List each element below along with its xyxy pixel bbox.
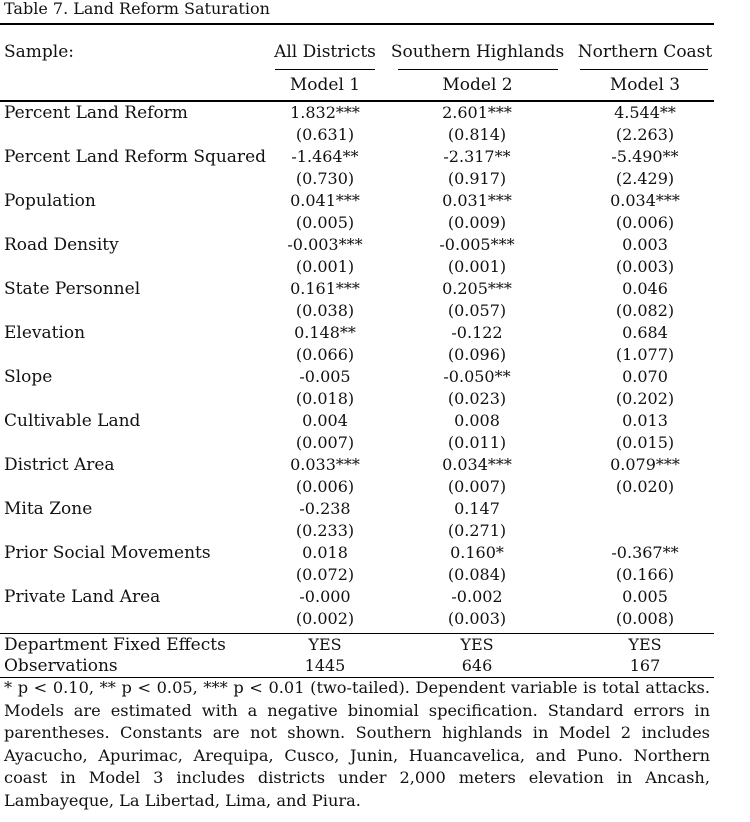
coefficient-cell: 0.033*** [290,455,360,474]
footer-value-cell: YES [460,635,494,654]
row-label: Cultivable Land [4,411,141,431]
row-label: Population [4,191,96,211]
footer-value-cell: 1445 [304,656,346,675]
coefficient-cell: -0.000 [299,587,351,606]
footer-value-cell: YES [628,635,662,654]
std-error-cell: (0.003) [447,609,507,628]
coefficient-cell: 0.034*** [610,191,680,210]
coefficient-cell: 0.034*** [442,455,512,474]
coefficient-cell: -0.005*** [439,235,515,254]
coefficient-cell: 4.544** [614,103,676,122]
coefficient-cell: -0.238 [299,499,351,518]
coefficient-cell: -1.464** [291,147,359,166]
row-label: Slope [4,367,53,387]
coefficient-cell: 0.005 [622,587,668,606]
std-error-cell: (0.271) [447,521,507,540]
row-label: Percent Land Reform [4,103,188,123]
coefficient-cell: 0.070 [622,367,668,386]
coefficient-cell: 0.160* [450,543,504,562]
std-error-cell: (0.631) [295,125,355,144]
std-error-cell: (0.084) [447,565,507,584]
std-error-cell: (0.020) [615,477,675,496]
coefficient-cell: -0.367** [611,543,679,562]
std-error-cell: (0.917) [447,169,507,188]
footer-row-label: Department Fixed Effects [4,635,226,655]
coefficient-cell: 0.205*** [442,279,512,298]
footer-value-cell: YES [308,635,342,654]
model-label-3: Model 3 [609,75,681,95]
coefficient-cell: 1.832*** [290,103,360,122]
std-error-cell: (0.018) [295,389,355,408]
coefficient-cell: 0.041*** [290,191,360,210]
std-error-cell: (0.011) [447,433,507,452]
coefficient-cell: -0.050** [443,367,511,386]
coefficient-cell: 0.013 [622,411,668,430]
footer-row-label: Observations [4,656,118,676]
row-label: Road Density [4,235,119,255]
coefficient-cell: 0.684 [622,323,668,342]
std-error-cell: (0.072) [295,565,355,584]
std-error-cell: (0.005) [295,213,355,232]
coefficient-cell: -5.490** [611,147,679,166]
coefficient-cell: 0.003 [622,235,668,254]
std-error-cell: (0.082) [615,301,675,320]
std-error-cell: (0.066) [295,345,355,364]
coefficient-cell: 0.079*** [610,455,680,474]
coefficient-cell: -0.005 [299,367,351,386]
std-error-cell: (0.202) [615,389,675,408]
coefficient-cell: 0.148** [294,323,356,342]
column-underline-2 [398,69,558,70]
row-label: Mita Zone [4,499,93,519]
row-label: District Area [4,455,115,475]
column-header-southern-highlands: Southern Highlands [390,42,565,62]
coefficient-cell: -0.122 [451,323,503,342]
coefficient-cell: 0.018 [302,543,348,562]
std-error-cell: (0.166) [615,565,675,584]
std-error-cell: (0.038) [295,301,355,320]
row-label: Percent Land Reform Squared [4,147,267,167]
model-label-1: Model 1 [289,75,361,95]
std-error-cell: (2.429) [615,169,675,188]
footer-value-cell: 646 [461,656,493,675]
std-error-cell: (0.006) [295,477,355,496]
std-error-cell: (0.001) [447,257,507,276]
std-error-cell: (1.077) [615,345,675,364]
coefficient-cell: 0.161*** [290,279,360,298]
row-label: Prior Social Movements [4,543,211,563]
std-error-cell: (0.006) [615,213,675,232]
std-error-cell: (0.001) [295,257,355,276]
sample-label: Sample: [4,42,75,62]
std-error-cell: (0.057) [447,301,507,320]
std-error-cell: (0.009) [447,213,507,232]
model-label-2: Model 2 [442,75,513,95]
coefficient-cell: -0.002 [451,587,503,606]
column-underline-3 [580,69,708,70]
row-label: Private Land Area [4,587,161,607]
coefficient-cell: -0.003*** [287,235,363,254]
coefficient-cell: 2.601*** [442,103,512,122]
coefficient-cell: 0.008 [454,411,500,430]
std-error-cell: (2.263) [615,125,675,144]
coefficient-cell: -2.317** [443,147,511,166]
std-error-cell: (0.002) [295,609,355,628]
row-label: Elevation [4,323,86,343]
coefficient-cell: 0.031*** [442,191,512,210]
std-error-cell: (0.096) [447,345,507,364]
std-error-cell: (0.007) [447,477,507,496]
std-error-cell: (0.730) [295,169,355,188]
std-error-cell: (0.233) [295,521,355,540]
row-label: State Personnel [4,279,141,299]
table-notes: * p < 0.10, ** p < 0.05, *** p < 0.01 (two-tailed). Dependent variable is total attacks. Models are estimated with a negative binomial specification. Standard errors in parentheses. Constants are not shown. Southern highlands in Model 2 includes Ayacucho, Apurimac, Arequipa, Cusco, Junin, Huancavelica, and Puno. Northern coast in Model 3 includes districts under 2,000 meters elevation in Ancash, Lambayeque, La Libertad, Lima, and Piura. [4,678,710,810]
column-underline-1 [275,69,375,70]
coefficient-cell: 0.147 [454,499,500,518]
coefficient-cell: 0.004 [302,411,348,430]
std-error-cell: (0.023) [447,389,507,408]
table-caption: Table 7. Land Reform Saturation [4,0,270,18]
std-error-cell: (0.008) [615,609,675,628]
std-error-cell: (0.007) [295,433,355,452]
coefficient-cell: 0.046 [622,279,668,298]
column-header-northern-coast: Northern Coast [577,42,713,62]
footer-value-cell: 167 [629,656,661,675]
column-header-all-districts: All Districts [274,42,376,62]
top-rule [0,23,714,25]
std-error-cell: (0.015) [615,433,675,452]
std-error-cell: (0.003) [615,257,675,276]
std-error-cell: (0.814) [447,125,507,144]
